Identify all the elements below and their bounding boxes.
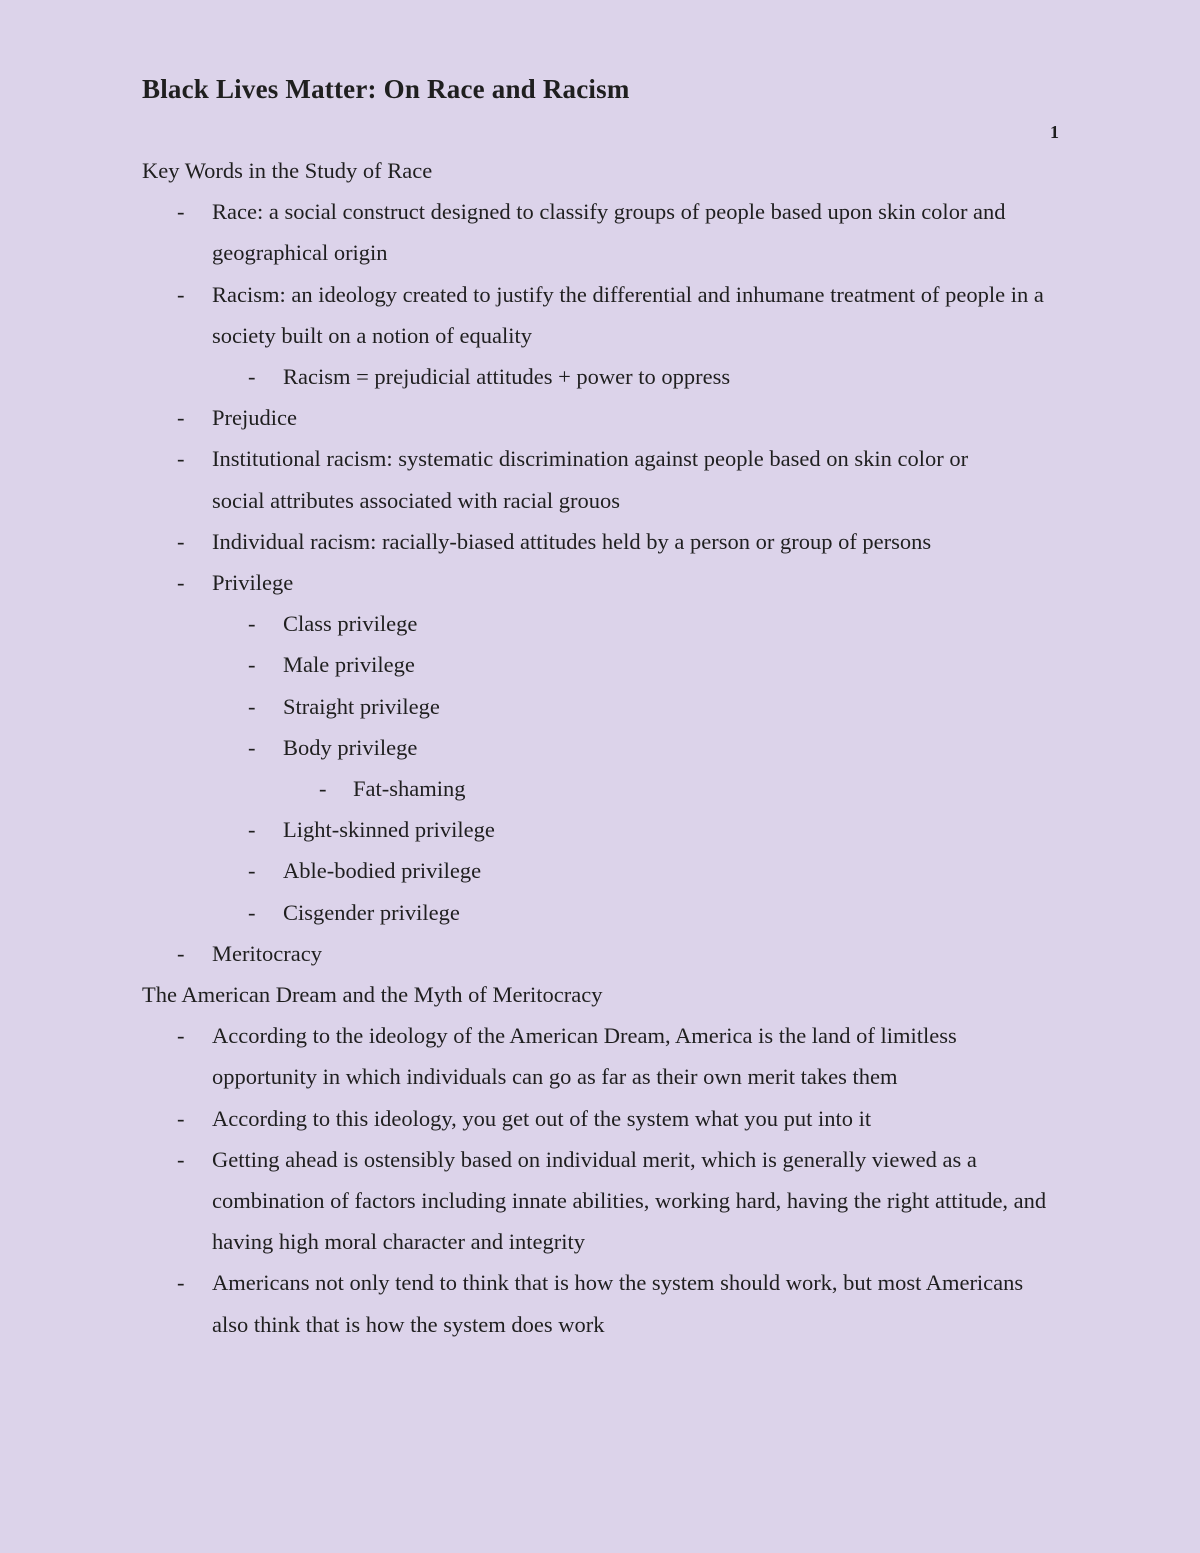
page-number: 1 <box>1050 122 1059 142</box>
document-body <box>142 150 1062 1345</box>
bullet-dash: - <box>177 1105 185 1131</box>
bullet-dash: - <box>319 776 327 802</box>
list-item-text: Institutional racism: systematic discrimination against people based on skin color or social attributes associated with racial grouos <box>212 446 969 513</box>
list-item-text: Prejudice <box>212 405 297 431</box>
list-item-text: Light-skinned privilege <box>283 817 495 843</box>
bullet-dash: - <box>248 734 256 760</box>
list-item-racism <box>142 274 1062 356</box>
list-item-text: Racism: an ideology created to justify the differential and inhumane treatment of people in a society built on a notion of equality <box>212 281 1044 348</box>
list-item-male-privilege <box>142 644 1062 685</box>
list-item-able-bodied-privilege <box>142 850 1062 891</box>
list-item-american-dream <box>142 1015 1062 1097</box>
bullet-dash: - <box>248 899 256 925</box>
list-item-text: Able-bodied privilege <box>283 858 482 884</box>
list-item-text: Straight privilege <box>283 693 440 719</box>
list-item-body-privilege <box>142 727 1062 768</box>
bullet-dash: - <box>248 817 256 843</box>
list-item-cisgender-privilege <box>142 892 1062 933</box>
list-item-text: Racism = prejudicial attitudes + power to oppress <box>283 364 731 390</box>
bullet-dash: - <box>177 281 185 307</box>
list-item-straight-privilege <box>142 686 1062 727</box>
list-item-text: Cisgender privilege <box>283 899 460 925</box>
bullet-dash: - <box>177 1146 185 1172</box>
list-item-class-privilege <box>142 603 1062 644</box>
bullet-dash: - <box>177 940 185 966</box>
bullet-dash: - <box>177 405 185 431</box>
bullet-dash: - <box>177 1270 185 1296</box>
bullet-dash: - <box>177 446 185 472</box>
list-item-text: Meritocracy <box>212 940 322 966</box>
list-item-americans-think <box>142 1262 1062 1344</box>
list-item-system-input <box>142 1098 1062 1139</box>
list-item-text: Americans not only tend to think that is how the system should work, but most Americans also think that is how the system does work <box>212 1270 1024 1337</box>
list-item-text: Body privilege <box>283 734 418 760</box>
list-item-text: Individual racism: racially-biased attitudes held by a person or group of persons <box>212 528 932 554</box>
section-heading-key-words: Key Words in the Study of Race <box>142 158 433 183</box>
bullet-dash: - <box>248 693 256 719</box>
bullet-dash: - <box>177 199 185 225</box>
list-item-privilege <box>142 562 1062 603</box>
list-item-text: Privilege <box>212 570 294 596</box>
list-item-text: Male privilege <box>283 652 415 678</box>
list-item-fat-shaming <box>142 768 1062 809</box>
list-item-institutional-racism <box>142 438 1062 520</box>
list-item-individual-racism <box>142 521 1062 562</box>
list-item-individual-merit <box>142 1139 1062 1263</box>
list-item-meritocracy <box>142 933 1062 974</box>
bullet-dash: - <box>248 364 256 390</box>
bullet-dash: - <box>248 858 256 884</box>
list-item-light-skinned-privilege <box>142 809 1062 850</box>
bullet-dash: - <box>248 611 256 637</box>
bullet-dash: - <box>177 570 185 596</box>
list-item-prejudice <box>142 397 1062 438</box>
bullet-dash: - <box>177 1023 185 1049</box>
list-item-text: According to this ideology, you get out of the system what you put into it <box>212 1105 872 1131</box>
list-item-text: Class privilege <box>283 611 418 637</box>
section-heading-american-dream: The American Dream and the Myth of Meritocracy <box>142 982 603 1008</box>
bullet-dash: - <box>248 652 256 678</box>
list-item-text: Getting ahead is ostensibly based on individual merit, which is generally viewed as a combination of factors including innate abilities, working hard, having the right attitude, and having high moral character and integrity <box>212 1146 1047 1255</box>
document-title: Black Lives Matter: On Race and Racism <box>142 74 630 104</box>
list-item-racism-formula <box>142 356 1062 397</box>
list-item-text: Race: a social construct designed to classify groups of people based upon skin color and geographical origin <box>212 199 1006 266</box>
list-item-text: Fat-shaming <box>353 776 466 802</box>
list-item-text: According to the ideology of the American Dream, America is the land of limitless opportunity in which individuals can go as far as their own merit takes them <box>212 1023 957 1090</box>
list-item-race <box>142 191 1062 273</box>
bullet-dash: - <box>177 528 185 554</box>
